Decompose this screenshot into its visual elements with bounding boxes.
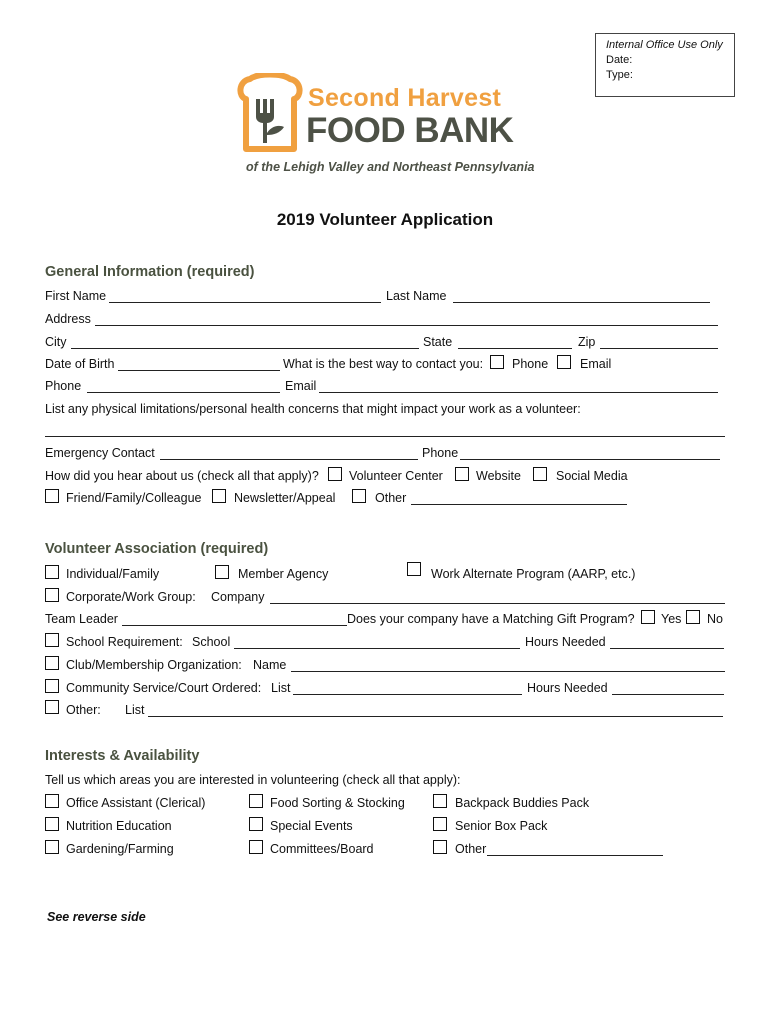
hear-friend-checkbox[interactable] [45, 489, 59, 503]
interest-special-events-checkbox[interactable] [249, 817, 263, 831]
dob-label: Date of Birth [45, 357, 115, 371]
hear-question: How did you hear about us (check all that apply)? [45, 469, 319, 483]
emergency-phone-field[interactable] [460, 459, 720, 460]
interest-senior-box-label: Senior Box Pack [455, 819, 548, 833]
interest-gardening-label: Gardening/Farming [66, 842, 174, 856]
first-name-field[interactable] [109, 302, 381, 303]
interest-senior-box-checkbox[interactable] [433, 817, 447, 831]
hear-other-field[interactable] [411, 504, 627, 505]
company-label: Company [211, 590, 265, 604]
individual-label: Individual/Family [66, 567, 160, 581]
general-heading: General Information (required) [45, 264, 255, 280]
club-name-field[interactable] [291, 671, 725, 672]
emergency-phone-label: Phone [422, 446, 459, 460]
emergency-contact-label: Emergency Contact [45, 446, 155, 460]
interest-office-assistant-label: Office Assistant (Clerical) [66, 796, 206, 810]
interest-nutrition-checkbox[interactable] [45, 817, 59, 831]
hear-other-label: Other [375, 491, 407, 505]
address-field[interactable] [95, 325, 718, 326]
association-heading: Volunteer Association (required) [45, 541, 269, 557]
club-checkbox[interactable] [45, 656, 59, 670]
dob-field[interactable] [118, 370, 280, 371]
logo-line-1: Second Harvest [308, 84, 502, 112]
contact-phone-label: Phone [512, 357, 549, 371]
work-alternate-label: Work Alternate Program (AARP, etc.) [431, 567, 636, 581]
office-type-label: Type: [606, 69, 633, 81]
contact-phone-checkbox[interactable] [490, 355, 504, 369]
first-name-label: First Name [45, 289, 107, 303]
interest-office-assistant-checkbox[interactable] [45, 794, 59, 808]
hear-volunteer-center-label: Volunteer Center [349, 469, 443, 483]
school-requirement-label: School Requirement: [66, 635, 183, 649]
interest-gardening-checkbox[interactable] [45, 840, 59, 854]
email-label: Email [285, 379, 317, 393]
limitations-field[interactable] [45, 436, 725, 437]
other-list-label: List [125, 703, 145, 717]
hear-website-label: Website [476, 469, 521, 483]
hear-website-checkbox[interactable] [455, 467, 469, 481]
school-checkbox[interactable] [45, 633, 59, 647]
email-field[interactable] [319, 392, 718, 393]
hear-social-media-checkbox[interactable] [533, 467, 547, 481]
matching-no-checkbox[interactable] [686, 610, 700, 624]
interest-food-sorting-checkbox[interactable] [249, 794, 263, 808]
office-use-box [595, 33, 735, 97]
last-name-field[interactable] [453, 302, 710, 303]
interest-food-sorting-label: Food Sorting & Stocking [270, 796, 405, 810]
bread-fork-icon [236, 73, 304, 153]
member-agency-checkbox[interactable] [215, 565, 229, 579]
company-field[interactable] [270, 603, 725, 604]
school-field[interactable] [234, 648, 520, 649]
logo-line-2: FOOD BANK [306, 111, 514, 150]
school-label: School [192, 635, 231, 649]
team-leader-label: Team Leader [45, 612, 118, 626]
matching-no-label: No [707, 612, 723, 626]
hear-newsletter-checkbox[interactable] [212, 489, 226, 503]
hear-friend-label: Friend/Family/Colleague [66, 491, 202, 505]
matching-yes-label: Yes [661, 612, 682, 626]
state-field[interactable] [458, 348, 572, 349]
contact-email-checkbox[interactable] [557, 355, 571, 369]
emergency-contact-field[interactable] [160, 459, 418, 460]
other-association-checkbox[interactable] [45, 700, 59, 714]
school-hours-field[interactable] [610, 648, 724, 649]
interest-nutrition-label: Nutrition Education [66, 819, 172, 833]
office-use-title: Internal Office Use Only [606, 39, 723, 51]
community-list-label: List [271, 681, 291, 695]
address-label: Address [45, 312, 91, 326]
office-date-label: Date: [606, 54, 633, 66]
club-name-label: Name [253, 658, 287, 672]
hear-volunteer-center-checkbox[interactable] [328, 467, 342, 481]
limitations-label: List any physical limitations/personal health concerns that might impact your work as a volunteer: [45, 402, 581, 416]
community-list-field[interactable] [293, 694, 522, 695]
hear-other-checkbox[interactable] [352, 489, 366, 503]
interest-backpack-checkbox[interactable] [433, 794, 447, 808]
zip-field[interactable] [600, 348, 718, 349]
see-reverse-note: See reverse side [47, 910, 146, 924]
state-label: State [423, 335, 453, 349]
hear-newsletter-label: Newsletter/Appeal [234, 491, 336, 505]
phone-label: Phone [45, 379, 82, 393]
contact-email-label: Email [580, 357, 612, 371]
interests-prompt: Tell us which areas you are interested in volunteering (check all that apply): [45, 773, 461, 787]
phone-field[interactable] [87, 392, 280, 393]
interest-other-label: Other [455, 842, 487, 856]
corporate-checkbox[interactable] [45, 588, 59, 602]
community-service-checkbox[interactable] [45, 679, 59, 693]
community-hours-label: Hours Needed [527, 681, 608, 695]
individual-checkbox[interactable] [45, 565, 59, 579]
community-hours-field[interactable] [612, 694, 724, 695]
team-leader-field[interactable] [122, 625, 347, 626]
zip-label: Zip [578, 335, 596, 349]
work-alternate-checkbox[interactable] [407, 562, 421, 576]
community-service-label: Community Service/Court Ordered: [66, 681, 262, 695]
form-title: 2019 Volunteer Application [276, 210, 494, 229]
matching-yes-checkbox[interactable] [641, 610, 655, 624]
interest-other-checkbox[interactable] [433, 840, 447, 854]
interest-special-events-label: Special Events [270, 819, 353, 833]
corporate-label: Corporate/Work Group: [66, 590, 196, 604]
interests-heading: Interests & Availability [45, 748, 200, 764]
other-list-field[interactable] [148, 716, 723, 717]
city-label: City [45, 335, 67, 349]
interest-committees-checkbox[interactable] [249, 840, 263, 854]
other-association-label: Other: [66, 703, 101, 717]
contact-question: What is the best way to contact you: [283, 357, 484, 371]
school-hours-label: Hours Needed [525, 635, 606, 649]
logo-tagline: of the Lehigh Valley and Northeast Pennsylvania [246, 160, 535, 174]
interest-backpack-label: Backpack Buddies Pack [455, 796, 590, 810]
interest-other-field[interactable] [487, 855, 663, 856]
matching-gift-question: Does your company have a Matching Gift Program? [347, 612, 635, 626]
hear-social-media-label: Social Media [556, 469, 628, 483]
club-label: Club/Membership Organization: [66, 658, 242, 672]
last-name-label: Last Name [386, 289, 447, 303]
interest-committees-label: Committees/Board [270, 842, 374, 856]
member-agency-label: Member Agency [238, 567, 329, 581]
city-field[interactable] [71, 348, 419, 349]
